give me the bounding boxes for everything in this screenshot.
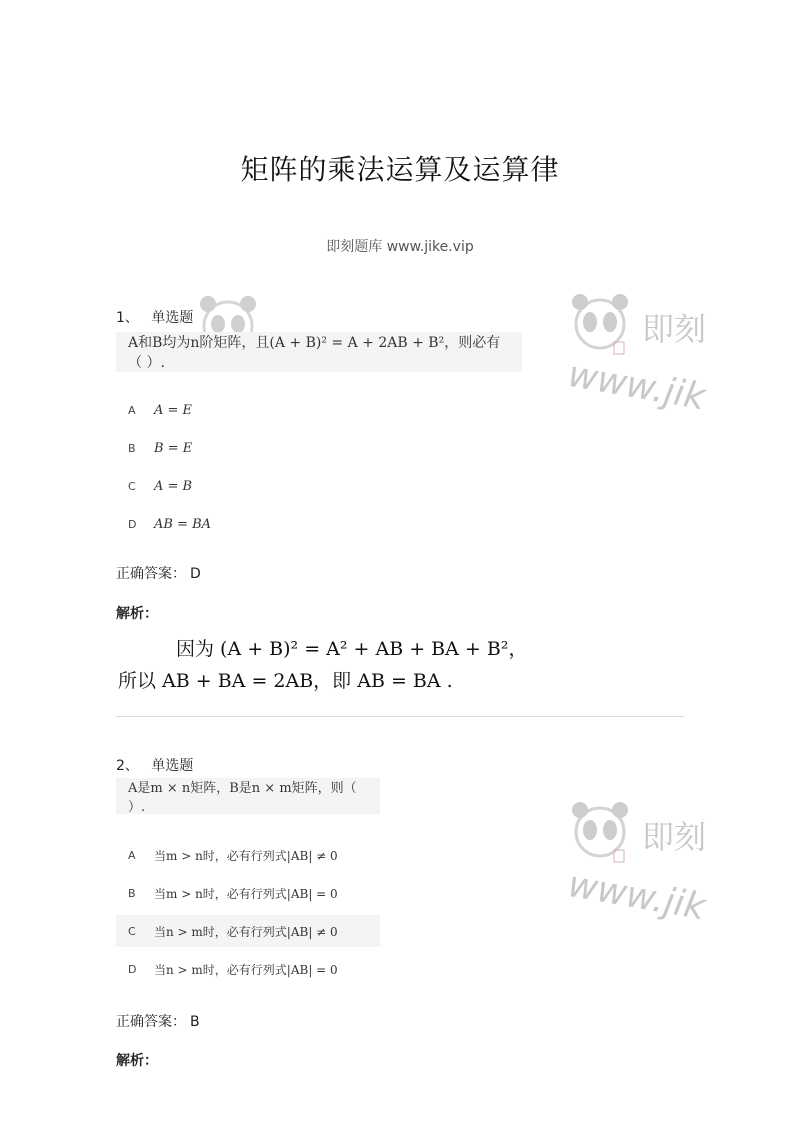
option-text: A = E — [154, 402, 193, 418]
analysis-line-1: 因为 (A + B)² = A² + AB + BA + B²， — [176, 638, 528, 660]
option-letter: B — [128, 441, 136, 455]
option-letter: C — [128, 924, 136, 938]
question-1-analysis-label: 解析： — [116, 606, 158, 622]
option-letter: D — [128, 517, 137, 531]
option-letter: B — [128, 886, 136, 900]
answer-label: 正确答案： — [116, 1014, 186, 1030]
question-2-option-b[interactable] — [116, 877, 338, 909]
question-2-option-c[interactable] — [116, 915, 380, 947]
question-1-option-d[interactable] — [116, 508, 211, 540]
watermark-text-cn: 即刻 — [642, 818, 707, 856]
option-letter: D — [128, 962, 137, 976]
option-letter: A — [128, 403, 136, 417]
question-1-option-c[interactable] — [116, 470, 192, 502]
option-text: 当n > m时，必有行列式|AB| ≠ 0 — [154, 924, 338, 939]
question-2-analysis-label: 解析： — [116, 1053, 158, 1069]
watermark-top-right — [564, 290, 709, 419]
page-title: 矩阵的乘法运算及运算律 — [240, 153, 560, 186]
question-1-option-a[interactable] — [116, 394, 192, 426]
option-letter: C — [128, 479, 136, 493]
option-letter: A — [128, 848, 136, 862]
question-2-option-d[interactable] — [116, 953, 338, 985]
question-number: 1、 — [116, 310, 139, 326]
source-line: 即刻题库 www.jike.vip — [326, 239, 474, 255]
option-text: 当m > n时，必有行列式|AB| ≠ 0 — [154, 848, 338, 863]
watermark-mid-right — [564, 798, 709, 929]
option-text: 当n > m时，必有行列式|AB| = 0 — [154, 962, 338, 977]
option-text: 当m > n时，必有行列式|AB| = 0 — [154, 886, 338, 901]
answer-label: 正确答案： — [116, 566, 186, 582]
panda-logo-icon — [570, 290, 632, 356]
panda-logo-icon — [570, 798, 632, 864]
question-2-answer — [116, 1011, 200, 1031]
analysis-line-2: 所以 AB + BA = 2AB，即 AB = BA . — [118, 670, 453, 692]
watermark-text-url: www.jik — [564, 864, 709, 929]
question-2-option-a[interactable] — [116, 839, 338, 871]
answer-value: D — [190, 566, 201, 582]
question-number: 2、 — [116, 758, 139, 774]
watermark-text-url: www.jik — [564, 354, 709, 419]
question-type: 单选题 — [151, 758, 194, 774]
option-text: B = E — [154, 440, 193, 456]
answer-value: B — [190, 1014, 200, 1030]
option-text: A = B — [154, 478, 193, 494]
question-2-stem: A是m × n矩阵，B是n × m矩阵，则（ ）. — [116, 778, 380, 814]
question-1-header — [116, 307, 193, 327]
watermark-text-cn: 即刻 — [642, 310, 707, 348]
question-1-answer — [116, 563, 201, 583]
question-2-header — [116, 755, 193, 775]
question-1-stem: A和B均为n阶矩阵，且(A + B)² = A + 2AB + B²，则必有（ ）. — [116, 332, 522, 372]
question-1-option-b[interactable] — [116, 432, 192, 464]
option-text: AB = BA — [154, 516, 212, 532]
question-type: 单选题 — [151, 310, 194, 326]
question-divider — [116, 716, 684, 717]
